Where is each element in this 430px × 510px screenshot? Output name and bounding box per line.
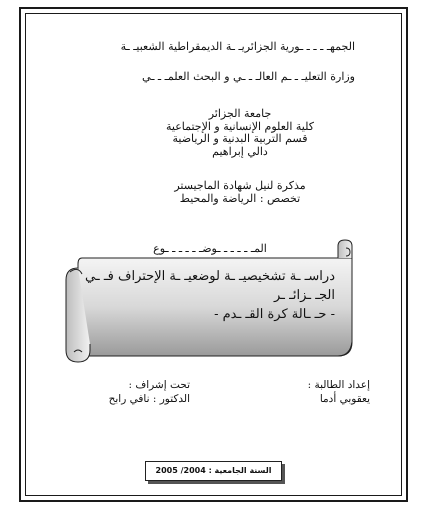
title-line-3: - حـ ـالة كرة القـ ـدم -	[214, 307, 335, 322]
department-name: قسم التربية البدنية و الرياضية	[172, 132, 308, 145]
title-line-1: دراسـ ـة تشخيصيـ ـة لوضعيـ ـة الإحتراف فـ ـي	[85, 269, 335, 284]
thesis-title	[80, 267, 335, 324]
institute-name: دالي إبراهيم	[212, 144, 268, 158]
supervisor-label: تحت إشراف :	[128, 379, 190, 391]
thesis-block	[110, 180, 370, 205]
thesis-degree: مذكرة لنيل شهادة الماجيستر	[174, 179, 306, 192]
supervisor-block	[109, 378, 190, 406]
institution-block	[110, 108, 370, 158]
academic-year-box: السنة الجامعية : 2004/ 2005	[145, 461, 282, 481]
supervisor-name: الدكتور : نافي رابح	[108, 393, 190, 405]
faculty-name: كلية العلوم الإنسانية و الإجتماعية	[165, 119, 315, 133]
ministry-heading: وزارة التعليـ ـ ـم العالـ ـ ـي و البحث العلمـ ـ ـي	[142, 70, 355, 83]
republic-heading: الجمهـ ـ ـ ـ ـورية الجزائريـ ـة الديمقراطية الشعبيـ ـة	[120, 40, 355, 53]
student-label: إعداد الطالبة :	[307, 379, 370, 391]
student-name: يعقوبي أدما	[319, 393, 370, 405]
university-name: جامعة الجزائر	[208, 107, 272, 120]
thesis-specialty: تخصص : الرياضة والمحيط	[179, 191, 301, 205]
title-line-2: الجـ ـزائـ ـر	[273, 288, 335, 303]
student-block	[308, 378, 370, 406]
topic-label: المـ ـ ـ ـ ـ ـوضـ ـ ـ ـ ـ ـوع	[153, 242, 267, 255]
